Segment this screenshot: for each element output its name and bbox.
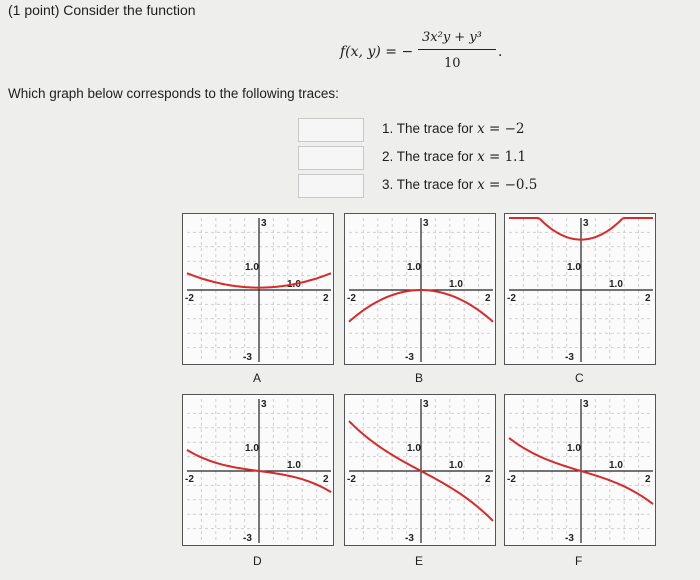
graph-plot — [183, 214, 335, 366]
tick-label-x-mid: 1.0 — [449, 460, 463, 471]
graph-plot — [345, 214, 497, 366]
answer-input-2[interactable] — [298, 146, 364, 170]
tick-label-y-mid: 1.0 — [407, 262, 421, 273]
trace-item-2 — [382, 149, 526, 165]
tick-label-y-min: -3 — [565, 352, 574, 363]
tick-label-y-min: -3 — [405, 533, 414, 544]
trace-label: 2. The trace for — [382, 149, 474, 164]
trace-variable: x — [477, 149, 485, 165]
trace-variable: x — [477, 177, 485, 193]
tick-label-y-max: 3 — [423, 399, 429, 410]
formula-denominator: 10 — [444, 56, 461, 71]
tick-label-x-mid: 1.0 — [287, 460, 301, 471]
tick-label-x-max: 2 — [645, 293, 651, 304]
graph-label-f: F — [575, 554, 583, 568]
tick-label-x-max: 2 — [323, 474, 329, 485]
answer-input-1[interactable] — [298, 118, 364, 142]
graph-label-e: E — [415, 554, 424, 568]
graph-option-a — [182, 213, 334, 365]
graph-label-a: A — [253, 371, 262, 385]
trace-equals: = — [484, 121, 505, 137]
function-formula — [340, 30, 520, 76]
tick-label-y-max: 3 — [423, 218, 429, 229]
graph-option-d — [182, 394, 334, 546]
formula-end: . — [498, 44, 503, 60]
tick-label-x-mid: 1.0 — [609, 279, 623, 290]
tick-label-x-mid: 1.0 — [609, 460, 623, 471]
tick-label-y-max: 3 — [261, 399, 267, 410]
trace-item-3 — [382, 177, 537, 193]
graph-label-b: B — [415, 371, 424, 385]
trace-equals: = — [484, 149, 505, 165]
tick-label-x-min: -2 — [185, 293, 194, 304]
tick-label-y-min: -3 — [243, 533, 252, 544]
tick-label-x-min: -2 — [347, 293, 356, 304]
tick-label-y-mid: 1.0 — [407, 443, 421, 454]
trace-value: 1.1 — [504, 149, 527, 165]
answer-input-3[interactable] — [298, 174, 364, 198]
tick-label-x-min: -2 — [507, 474, 516, 485]
tick-label-y-mid: 1.0 — [567, 443, 581, 454]
graph-plot — [505, 395, 657, 547]
trace-equals: = — [484, 177, 505, 193]
formula-lhs: f(x, y) = − — [340, 44, 414, 60]
graph-plot — [183, 395, 335, 547]
problem-header: (1 point) Consider the function — [8, 2, 196, 18]
tick-label-x-min: -2 — [347, 474, 356, 485]
graph-option-f — [504, 394, 656, 546]
tick-label-x-min: -2 — [507, 293, 516, 304]
tick-label-y-max: 3 — [261, 218, 267, 229]
question-text: Which graph below corresponds to the following traces: — [8, 86, 339, 101]
graph-label-c: C — [575, 371, 584, 385]
tick-label-x-max: 2 — [485, 293, 491, 304]
graph-plot — [345, 395, 497, 547]
trace-label: 3. The trace for — [382, 177, 474, 192]
tick-label-y-max: 3 — [583, 399, 589, 410]
graph-label-d: D — [253, 554, 262, 568]
fraction-bar — [418, 49, 496, 50]
formula-numerator: 3x²y + y³ — [422, 30, 482, 45]
tick-label-x-min: -2 — [185, 474, 194, 485]
graph-option-e — [344, 394, 496, 546]
tick-label-x-max: 2 — [485, 474, 491, 485]
graph-plot — [505, 214, 657, 366]
trace-item-1 — [382, 121, 525, 137]
trace-value: −2 — [504, 121, 525, 137]
tick-label-x-mid: 1.0 — [287, 279, 301, 290]
tick-label-y-min: -3 — [565, 533, 574, 544]
tick-label-y-min: -3 — [405, 352, 414, 363]
graph-option-c — [504, 213, 656, 365]
tick-label-y-mid: 1.0 — [245, 262, 259, 273]
trace-label: 1. The trace for — [382, 121, 474, 136]
tick-label-y-mid: 1.0 — [245, 443, 259, 454]
tick-label-x-mid: 1.0 — [449, 279, 463, 290]
tick-label-y-min: -3 — [243, 352, 252, 363]
tick-label-x-max: 2 — [645, 474, 651, 485]
tick-label-x-max: 2 — [323, 293, 329, 304]
graph-option-b — [344, 213, 496, 365]
trace-value: −0.5 — [504, 177, 538, 193]
tick-label-y-mid: 1.0 — [567, 262, 581, 273]
trace-variable: x — [477, 121, 485, 137]
tick-label-y-max: 3 — [583, 218, 589, 229]
